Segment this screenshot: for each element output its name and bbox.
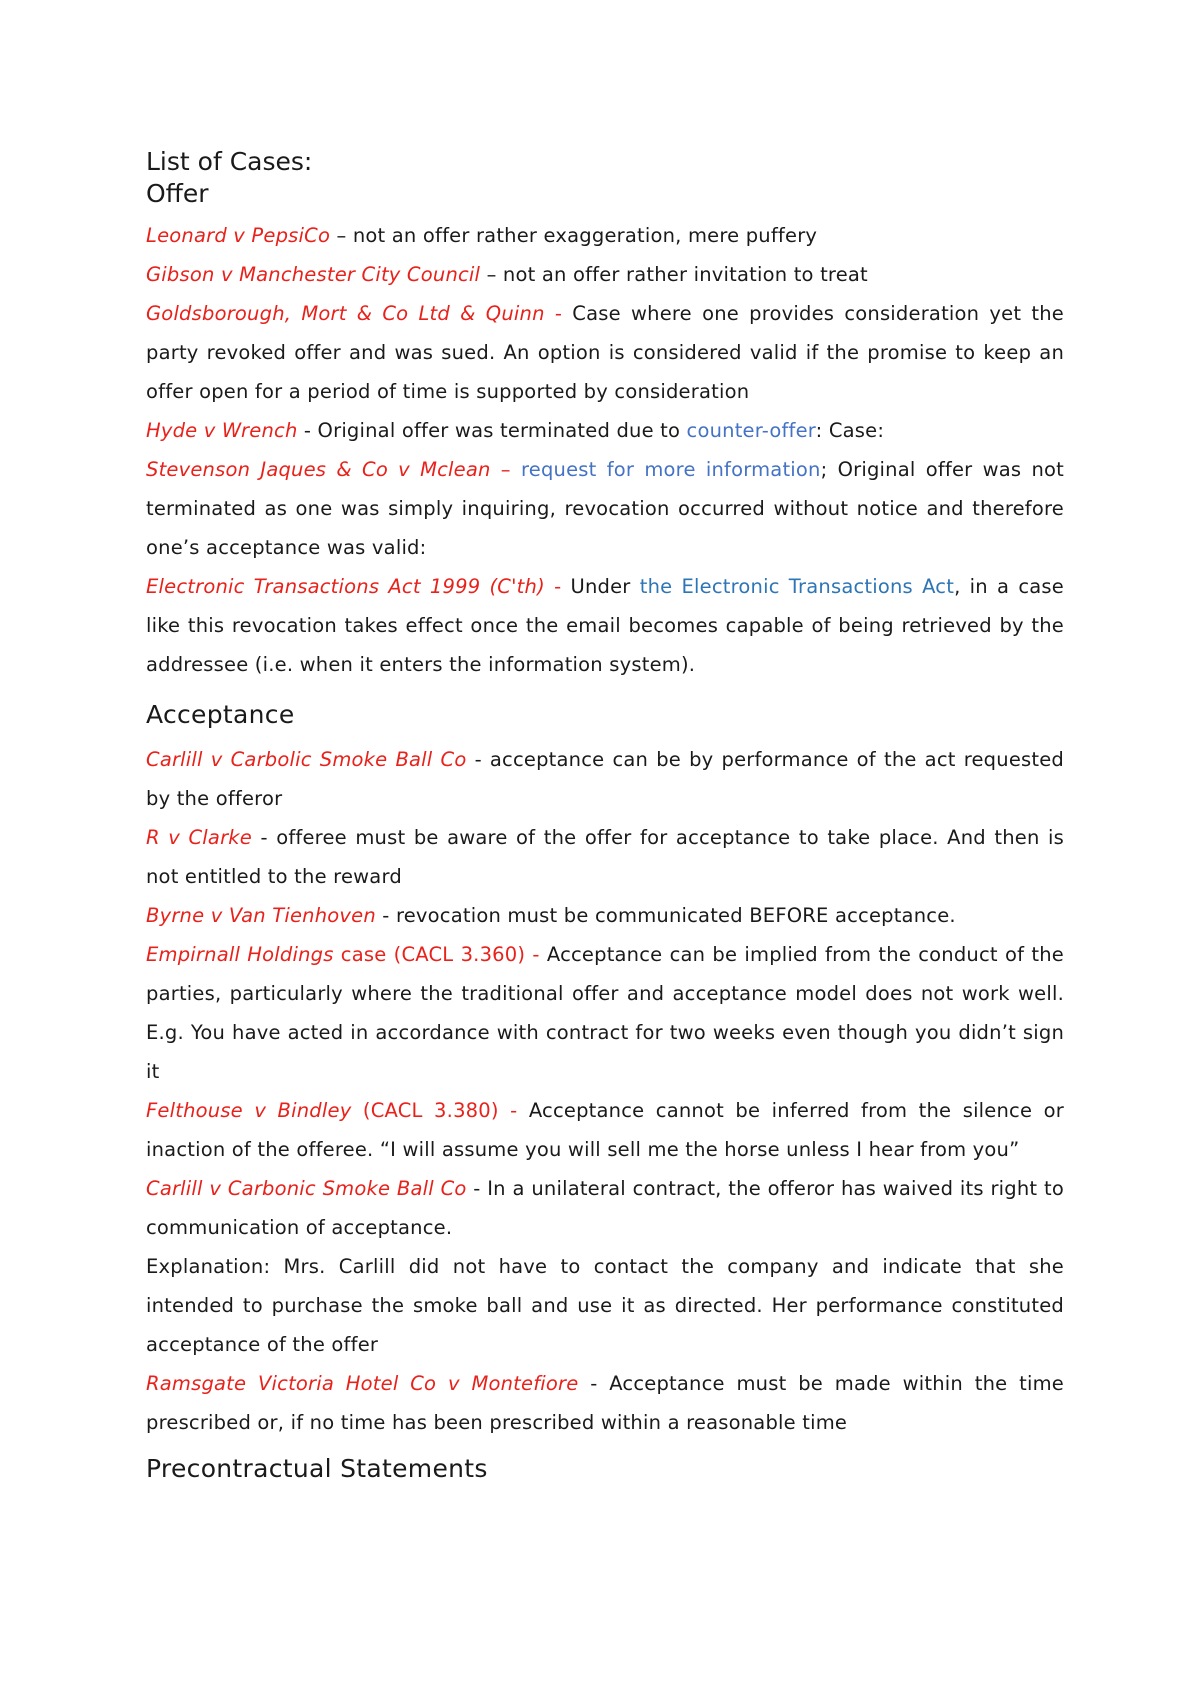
section-heading-offer: Offer	[146, 179, 209, 208]
request-info-link[interactable]: request for more information	[520, 458, 821, 481]
section-heading-acceptance: Acceptance	[146, 700, 295, 729]
case-name: Felthouse v Bindley	[146, 1099, 352, 1122]
case-description: Acceptance can be implied from the conduct of the parties, particularly where the traditional offer and acceptance model does not work well. E.g. You have acted in accordance with contract for two weeks even though you didn’t sign it	[146, 943, 1064, 1083]
case-name: Empirnall Holdings	[146, 943, 334, 966]
case-description: Case where one provides consideration yet the party revoked offer and was sued. An option is considered valid if the promise to keep an offer open for a period of time is supported by consideration	[146, 302, 1064, 403]
case-description: Acceptance cannot be inferred from the silence or inaction of the offeree. “I will assume you will sell me the horse unless I hear from you”	[146, 1099, 1064, 1161]
case-description: - revocation must be communicated BEFORE acceptance.	[375, 904, 956, 927]
case-name: Goldsborough, Mort & Co Ltd & Quinn	[146, 302, 545, 325]
case-entry-electronic-transactions	[146, 567, 1064, 684]
case-description: - acceptance can be by performance of the act requested by the offeror	[146, 748, 1065, 810]
case-name: Gibson v Manchester City Council	[146, 263, 481, 286]
document-page	[146, 146, 1064, 1486]
counter-offer-link[interactable]: counter-offer	[686, 419, 816, 442]
case-entry-clarke	[146, 818, 1064, 896]
case-name: Stevenson Jaques & Co v Mclean	[146, 458, 491, 481]
case-entry-goldsborough	[146, 294, 1064, 411]
case-entry-byrne	[146, 896, 1064, 935]
case-separator: –	[490, 458, 521, 481]
case-description: - Original offer was terminated due to	[297, 419, 687, 442]
case-description: - In a unilateral contract, the offeror has waived its right to communication of acceptance.	[146, 1177, 1064, 1239]
case-description-tail: : Case:	[815, 419, 885, 442]
case-entry-gibson	[146, 255, 1064, 294]
explanation-paragraph: Explanation: Mrs. Carlill did not have to contact the company and indicate that she intended to purchase the smoke ball and use it as directed. Her performance constituted acceptance of the offer	[146, 1255, 1064, 1356]
case-entry-leonard	[146, 216, 1064, 255]
case-entry-ramsgate	[146, 1364, 1064, 1442]
case-entry-hyde	[146, 411, 1064, 450]
case-description: ; Original offer was not terminated as one was simply inquiring, revocation occurred without notice and therefore one’s acceptance was valid:	[146, 458, 1064, 559]
case-name: Hyde v Wrench	[146, 419, 298, 442]
case-entry-empirnall	[146, 935, 1064, 1091]
case-description: - Acceptance must be made within the time prescribed or, if no time has been prescribed within a reasonable time	[146, 1372, 1064, 1434]
case-name: Ramsgate Victoria Hotel Co v Montefiore	[146, 1372, 579, 1395]
case-description: Under	[570, 575, 640, 598]
electronic-transactions-act-link[interactable]: the Electronic Transactions Act	[639, 575, 955, 598]
section-heading-precontractual: Precontractual Statements	[146, 1454, 488, 1483]
case-separator: -	[544, 302, 573, 325]
document-title: List of Cases:	[146, 147, 313, 176]
case-name: Carlill v Carbonic Smoke Ball Co	[146, 1177, 467, 1200]
case-description-tail: , in a case like this revocation takes effect once the email becomes capable of being retrieved by the addressee (i.e. when it enters the information system).	[146, 575, 1064, 676]
case-description: – not an offer rather exaggeration, mere puffery	[330, 224, 818, 247]
case-description: – not an offer rather invitation to treat	[480, 263, 868, 286]
case-separator: -	[544, 575, 571, 598]
case-entry-carlill-unilateral	[146, 1169, 1064, 1247]
case-name: R v Clarke	[146, 826, 252, 849]
case-name: Byrne v Van Tienhoven	[146, 904, 376, 927]
case-name: Electronic Transactions Act 1999 (C'th)	[146, 575, 545, 598]
case-name: Leonard v PepsiCo	[146, 224, 331, 247]
case-citation: (CACL 3.380) -	[351, 1099, 529, 1122]
case-entry-stevenson	[146, 450, 1064, 567]
case-citation: case (CACL 3.360) -	[333, 943, 547, 966]
case-entry-carlill	[146, 740, 1064, 818]
case-name: Carlill v Carbolic Smoke Ball Co	[146, 748, 467, 771]
case-description: - offeree must be aware of the offer for acceptance to take place. And then is not entitled to the reward	[146, 826, 1064, 888]
case-entry-felthouse	[146, 1091, 1064, 1169]
